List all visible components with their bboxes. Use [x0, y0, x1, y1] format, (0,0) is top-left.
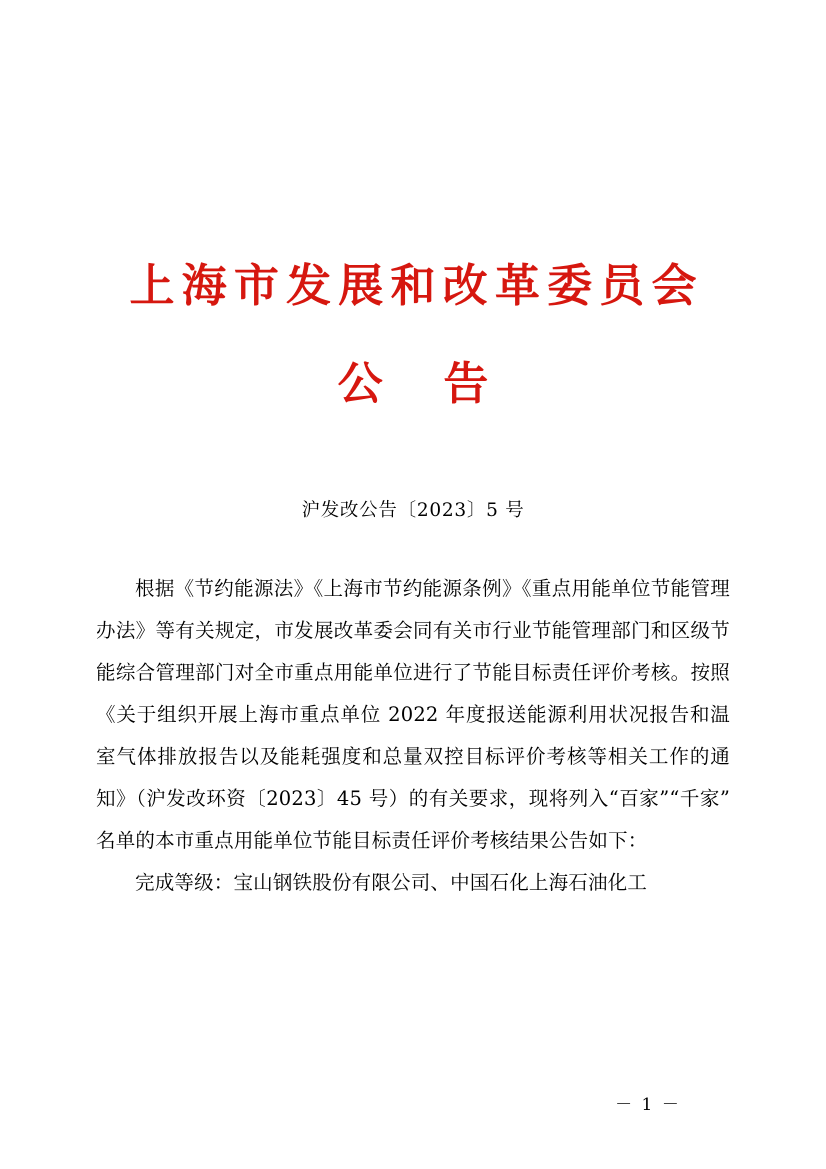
body-paragraph: 完成等级：宝山钢铁股份有限公司、中国石化上海石油化工: [135, 871, 648, 894]
body-paragraph: 根据《节约能源法》《上海市节约能源条例》《重点用能单位节能管理办法》等有关规定，市发展改革委会同有关市行业节能管理部门和区级节能综合管理部门对全市重点用能单位进行了节能目标责任评价考核。按照《关于组织开展上海市重点单位 2022 年度报送能源利用状况报告和温室气体排放报告以及能耗强度和总量双控目标评价考核等相关工作的通知》（沪发改环资〔2023〕45 号）的有关要求，现将列入“百家”“千家”名单的本市重点用能单位节能目标责任评价考核结果公告如下：: [96, 577, 730, 852]
document-title-secondary: 公 告: [337, 357, 511, 410]
document-title-primary: 上海市发展和改革委员会: [129, 259, 704, 312]
page-number: － 1 －: [615, 1095, 681, 1115]
document-body: [96, 568, 730, 904]
document-number: 沪发改公告〔2023〕5 号: [301, 500, 525, 521]
